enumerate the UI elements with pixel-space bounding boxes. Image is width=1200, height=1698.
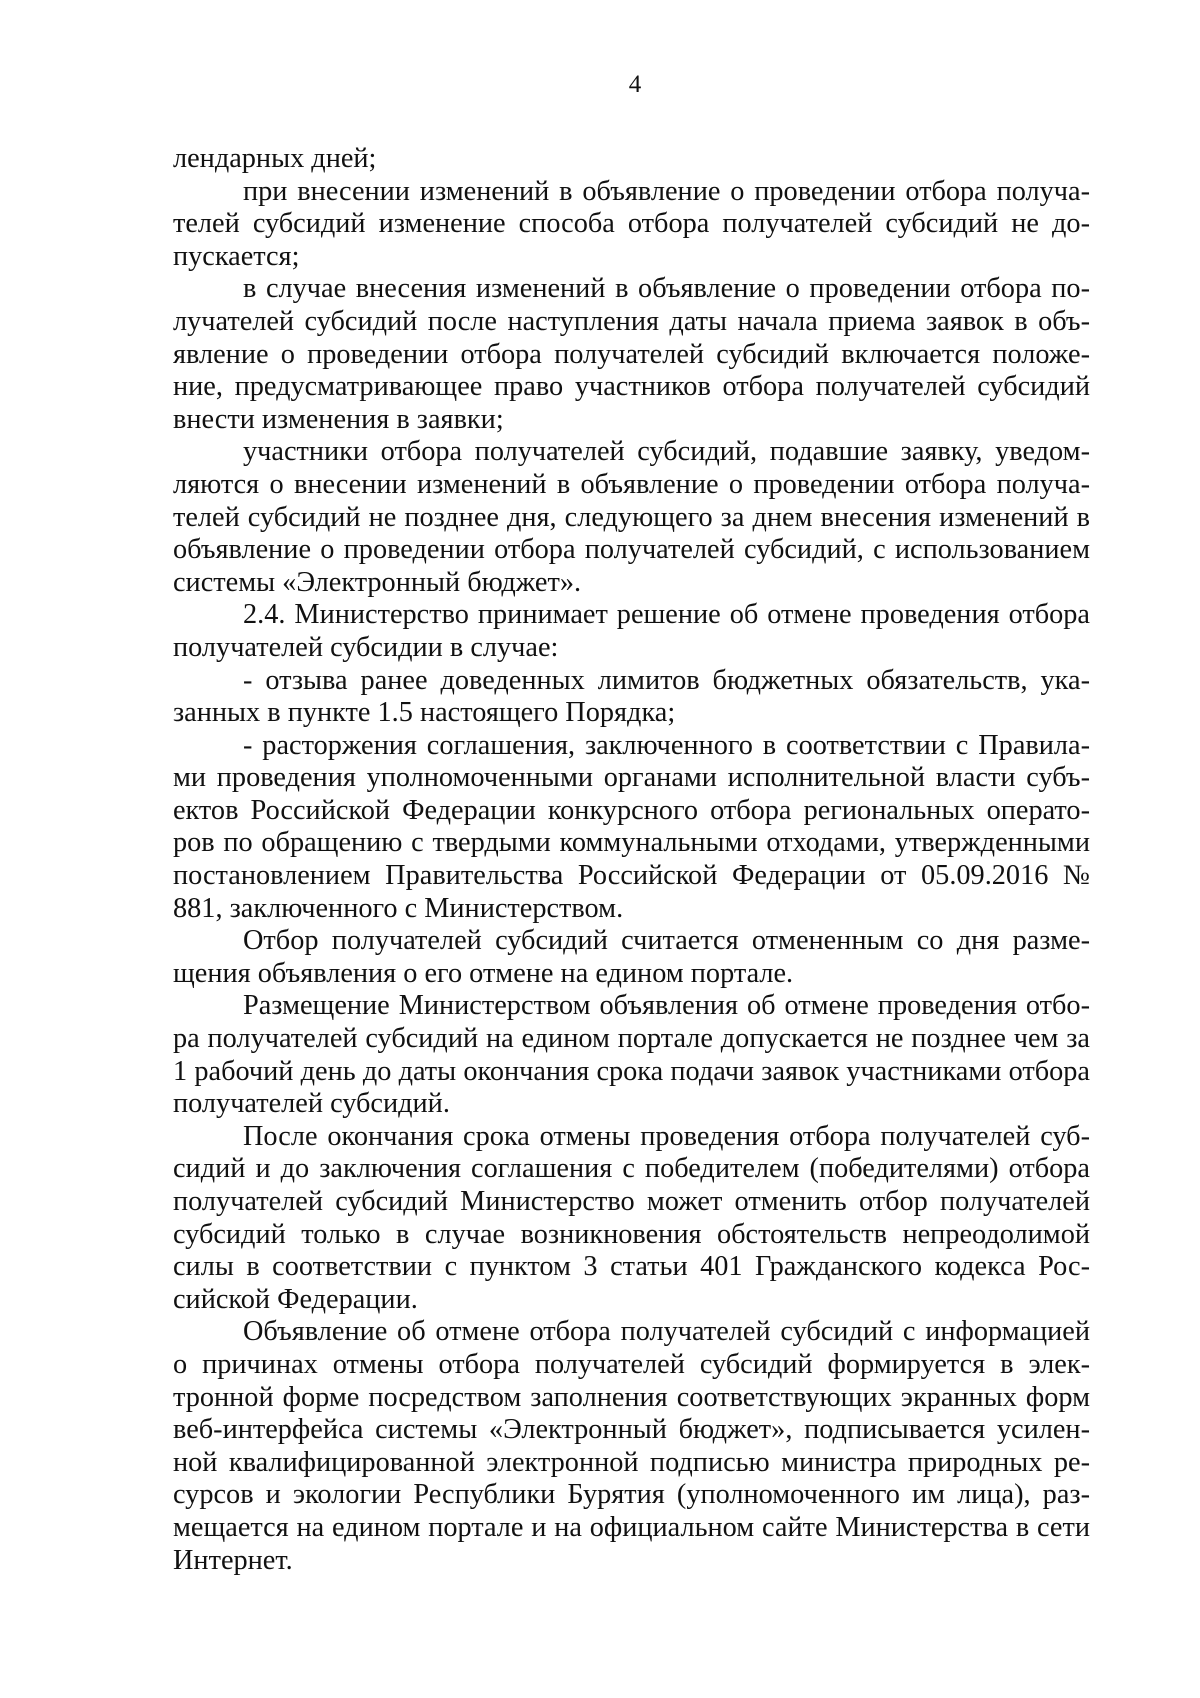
paragraph-5: 2.4. Министерство принимает решение об отмене проведения отбора получателей субсидии в случае:: [173, 599, 1090, 663]
page-number: 4: [628, 71, 642, 98]
paragraph-11: Объявление об отмене отбора получателей субсидий с информацией о причинах отмены отбора получателей субсидий формируется в электронной форме посредством заполнения соответствующих экранных форм веб-интерфейса системы «Электронный бюджет», подписывается усиленной квалифицированной электронной подписью министра природных ресурсов и экологии Республики Бурятия (уполномоченного им лица), размещается на едином портале и на официальном сайте Министерства в сети Интернет.: [173, 1316, 1090, 1576]
paragraph-4: участники отбора получателей субсидий, подавшие заявку, уведомляются о внесении изменений в объявление о проведении отбора получателей субсидий не позднее дня, следующего за днем внесения изменений в объявление о проведении отбора получателей субсидий, с использованием системы «Электронный бюджет».: [173, 436, 1090, 598]
paragraph-3: в случае внесения изменений в объявление о проведении отбора получателей субсидий после наступления даты начала приема заявок в объявление о проведении отбора получателей субсидий включается положение, предусматривающее право участников отбора получателей субсидий внести изменения в заявки;: [173, 273, 1090, 435]
paragraph-6: - отзыва ранее доведенных лимитов бюджетных обязательств, указанных в пункте 1.5 настоящего Порядка;: [173, 664, 1090, 729]
paragraph-8: Отбор получателей субсидий считается отмененным со дня размещения объявления о его отмене на едином портале.: [173, 925, 1090, 989]
document-body: [173, 143, 1090, 1577]
paragraph-1: лендарных дней;: [173, 143, 377, 174]
paragraph-9: Размещение Министерством объявления об отмене проведения отбора получателей субсидий на едином портале допускается не позднее чем за 1 рабочий день до даты окончания срока подачи заявок участниками отбора получателей субсидий.: [173, 990, 1090, 1120]
paragraph-2: при внесении изменений в объявление о проведении отбора получателей субсидий изменение способа отбора получателей субсидий не допускается;: [173, 175, 1090, 272]
paragraph-7: - расторжения соглашения, заключенного в соответствии с Правилами проведения уполномоченными органами исполнительной власти субъектов Российской Федерации конкурсного отбора региональных операторов по обращению с твердыми коммунальными отходами, утвержденными постановлением Правительства Российской Федерации от 05.09.2016 № 881, заключенного с Министерством.: [173, 729, 1090, 924]
paragraph-10: После окончания срока отмены проведения отбора получателей субсидий и до заключения соглашения с победителем (победителями) отбора получателей субсидий Министерство может отменить отбор получателей субсидий только в случае возникновения обстоятельств непреодолимой силы в соответствии с пунктом 3 статьи 401 Гражданского кодекса Российской Федерации.: [173, 1120, 1090, 1315]
